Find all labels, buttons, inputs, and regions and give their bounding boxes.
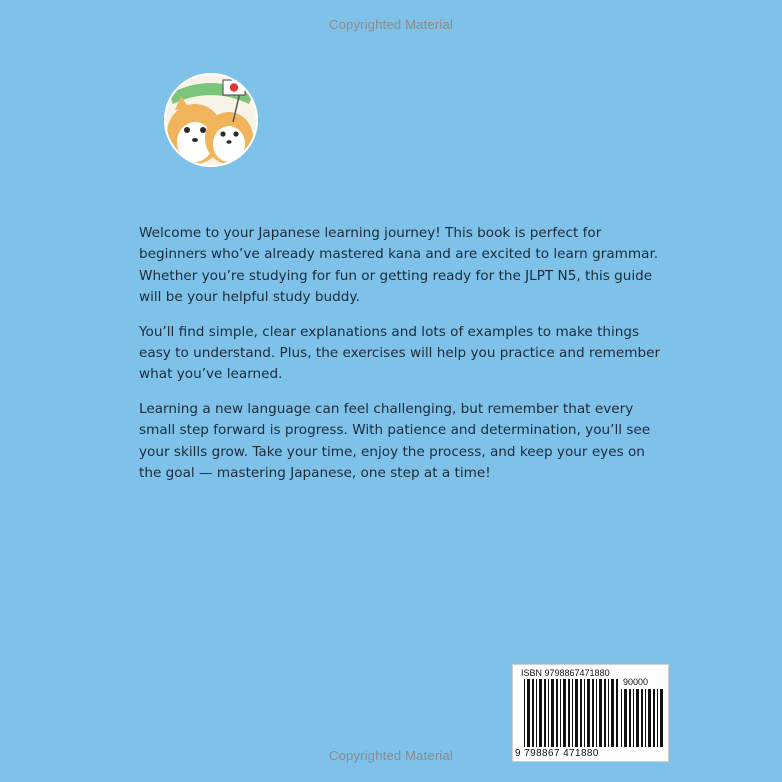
copyright-watermark-bottom: Copyrighted Material (329, 748, 453, 763)
barcode-addon-bars (621, 689, 663, 747)
back-cover-blurb (139, 223, 669, 497)
barcode-bars (524, 679, 619, 747)
blurb-paragraph-2: You’ll find simple, clear explanations and lots of examples to make things easy to understand. Plus, the exercises will help you practice and remember what you’ve learned. (139, 323, 661, 383)
copyright-watermark-top: Copyrighted Material (329, 17, 453, 32)
blurb-paragraph-3: Learning a new language can feel challenging, but remember that every small step forward is progress. With patience and determination, you’ll see your skills grow. Take your time, enjoy the process, and keep your eyes on the goal — mastering Japanese, one step at a time! (139, 400, 651, 482)
shiba-logo-icon (163, 72, 259, 168)
blurb-paragraph-1: Welcome to your Japanese learning journey! This book is perfect for beginners who’ve already mastered kana and are excited to learn grammar. Whether you’re studying for fun or getting ready for the JLPT N5, this guide will be your helpful study buddy. (139, 225, 659, 306)
price-code: 90000 (623, 677, 649, 687)
isbn-label: ISBN 9798867471880 (521, 668, 610, 678)
barcode-digits: 9 798867 471880 (515, 748, 599, 759)
